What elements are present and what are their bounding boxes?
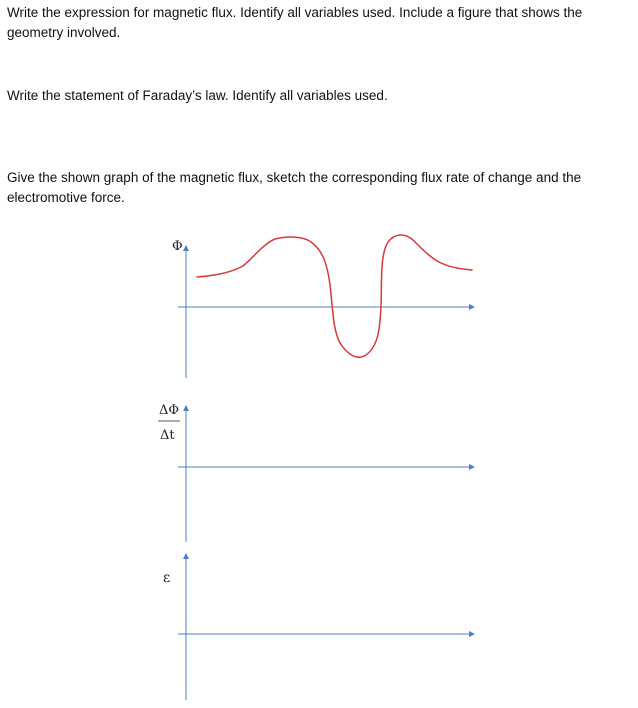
flux-axis-label: Φ xyxy=(172,239,183,254)
emf-axis-label: ε xyxy=(163,570,171,586)
question-flux-graph: Give the shown graph of the magnetic flux, sketch the corresponding flux rate of change and the electromotive force. xyxy=(7,170,582,205)
rate-denominator: Δt xyxy=(160,428,175,443)
flux-graph xyxy=(172,235,474,378)
flux-curve xyxy=(197,235,472,357)
flux-rate-graph xyxy=(158,403,474,542)
question-faraday-law: Write the statement of Faraday’s law. Identify all variables used. xyxy=(7,88,388,103)
emf-graph xyxy=(163,554,474,700)
question-magnetic-flux: Write the expression for magnetic flux. Identify all variables used. Include a figure that shows the geometry involved. xyxy=(7,5,583,40)
rate-numerator: ΔΦ xyxy=(159,403,180,418)
